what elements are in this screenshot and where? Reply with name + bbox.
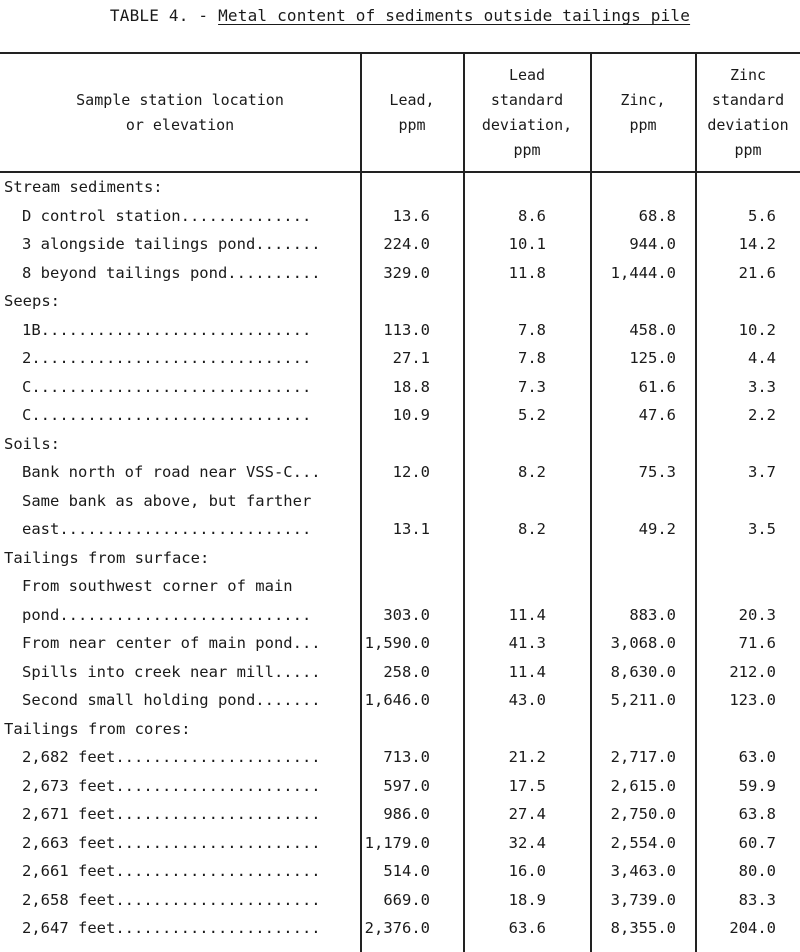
table-caption: Metal content of sediments outside tailings pile [218,6,691,25]
table-row [0,460,800,484]
lead-value: 258.0 [383,662,430,681]
lead-std-value: 27.4 [508,805,546,823]
table-row [0,403,800,427]
lead-value: 27.1 [392,349,430,367]
lead-value: 10.9 [392,406,430,424]
table-row [0,688,800,712]
zinc-value: 3,068.0 [610,634,676,652]
row-label: 2,671 feet...................... [22,805,321,823]
lead-value: 669.0 [383,890,430,909]
zinc-std-value: 63.8 [738,805,776,823]
zinc-value: 458.0 [629,320,676,339]
row-label: Spills into creek near mill..... [22,662,321,681]
row-label: 2,658 feet...................... [22,890,321,909]
table-title [0,6,800,25]
lead-std-value: 8.6 [518,206,546,225]
table-row [0,859,800,883]
zinc-value: 49.2 [638,520,676,538]
row-label: Second small holding pond....... [22,691,321,709]
lead-value [362,574,430,598]
table-row [0,831,800,855]
lead-std-value: 8.2 [518,463,546,481]
section-heading: Seeps: [4,292,60,310]
lead-value: 713.0 [383,748,430,766]
row-label: 2,661 feet...................... [22,862,321,880]
zinc-std-value: 10.2 [738,320,776,339]
lead-std-value: 5.2 [518,406,546,424]
lead-std-value [466,574,546,598]
row-label: C.............................. [22,377,312,396]
zinc-value: 5,211.0 [610,691,676,709]
lead-std-value: 11.8 [508,263,546,282]
row-label: east........................... [22,520,312,538]
lead-value: 13.6 [392,206,430,225]
zinc-value: 8,630.0 [610,662,676,681]
table-row [0,574,800,598]
lead-std-value: 63.6 [508,919,546,937]
header-zinc: Zinc, ppm [620,91,666,134]
zinc-value: 2,615.0 [610,776,676,795]
section-heading-row [0,546,800,570]
zinc-value: 125.0 [629,349,676,367]
section-heading: Soils: [4,434,60,453]
section-heading-row [0,289,800,313]
lead-std-value: 32.4 [508,833,546,852]
section-heading-row [0,432,800,456]
zinc-std-value [706,574,776,598]
table-row [0,517,800,541]
zinc-value: 2,717.0 [610,748,676,766]
section-heading: Stream sediments: [4,178,163,196]
zinc-std-value: 3.7 [748,463,776,481]
lead-value: 18.8 [392,377,430,396]
zinc-value: 8,355.0 [610,919,676,937]
zinc-std-value: 83.3 [738,890,776,909]
row-label: Bank north of road near VSS-C... [22,463,321,481]
lead-value: 224.0 [383,235,430,253]
lead-std-value: 43.0 [508,691,546,709]
lead-std-value: 11.4 [508,605,546,624]
zinc-std-value: 21.6 [738,263,776,282]
table-row [0,916,800,940]
lead-std-value: 7.3 [518,377,546,396]
row-label: 2,682 feet...................... [22,748,321,766]
row-label: 2,663 feet...................... [22,833,321,852]
row-label: 1B............................. [22,320,312,339]
lead-value: 1,590.0 [364,634,430,652]
row-label: D control station.............. [22,206,312,225]
table-row [0,774,800,798]
lead-std-value: 41.3 [508,634,546,652]
table-row [0,375,800,399]
table-row [0,603,800,627]
table-row [0,204,800,228]
lead-value: 303.0 [383,605,430,624]
row-label: From southwest corner of main [22,577,293,595]
row-label: 2.............................. [22,349,312,367]
lead-value: 986.0 [383,805,430,823]
lead-value: 13.1 [392,520,430,538]
header-lead-std: Lead standard deviation, ppm [481,66,573,159]
zinc-std-value: 63.0 [738,748,776,766]
row-label: From near center of main pond... [22,634,321,652]
lead-value: 329.0 [383,263,430,282]
zinc-std-value: 123.0 [729,691,776,709]
zinc-value: 1,444.0 [610,263,676,282]
table-row [0,631,800,655]
zinc-std-value: 4.4 [748,349,776,367]
lead-std-value: 18.9 [508,890,546,909]
lead-std-value: 11.4 [508,662,546,681]
table-row [0,346,800,370]
header-zinc-std: Zinc standard deviation ppm [707,66,789,159]
zinc-value [592,574,676,598]
zinc-value: 3,463.0 [610,862,676,880]
section-heading: Tailings from surface: [4,548,210,567]
zinc-std-value: 20.3 [738,605,776,624]
lead-value: 1,646.0 [364,691,430,709]
section-heading: Tailings from cores: [4,719,191,738]
lead-value: 2,376.0 [364,919,430,937]
table-row [0,888,800,912]
lead-std-value: 8.2 [518,520,546,538]
row-label: 2,673 feet...................... [22,776,321,795]
zinc-std-value: 3.5 [748,520,776,538]
table-row [0,745,800,769]
table-row [0,232,800,256]
lead-std-value: 21.2 [508,748,546,766]
zinc-value: 883.0 [629,605,676,624]
lead-std-value: 10.1 [508,235,546,253]
lead-value: 12.0 [392,463,430,481]
zinc-value: 61.6 [638,377,676,396]
zinc-std-value: 59.9 [738,776,776,795]
lead-std-value [466,489,546,513]
zinc-value [592,489,676,513]
table-row [0,489,800,513]
zinc-value: 944.0 [629,235,676,253]
header-bottom-rule [0,171,800,173]
lead-value [362,489,430,513]
row-label: pond........................... [22,605,312,624]
header-location: Sample station location or elevation [76,91,284,134]
lead-std-value: 7.8 [518,320,546,339]
zinc-value: 2,554.0 [610,833,676,852]
table-row [0,318,800,342]
table-row [0,660,800,684]
lead-std-value: 17.5 [508,776,546,795]
zinc-std-value: 204.0 [729,919,776,937]
zinc-std-value: 2.2 [748,406,776,424]
section-heading-row [0,717,800,741]
zinc-value: 2,750.0 [610,805,676,823]
lead-value: 514.0 [383,862,430,880]
zinc-std-value: 71.6 [738,634,776,652]
zinc-std-value: 80.0 [738,862,776,880]
row-label: 8 beyond tailings pond.......... [22,263,321,282]
zinc-value: 47.6 [638,406,676,424]
zinc-value: 75.3 [638,463,676,481]
section-heading-row [0,175,800,199]
zinc-std-value [706,489,776,513]
zinc-value: 3,739.0 [610,890,676,909]
lead-value: 113.0 [383,320,430,339]
zinc-std-value: 212.0 [729,662,776,681]
table-row [0,802,800,826]
header-lead: Lead, ppm [389,91,435,134]
zinc-std-value: 60.7 [738,833,776,852]
lead-value: 1,179.0 [364,833,430,852]
zinc-std-value: 5.6 [748,206,776,225]
table-row [0,261,800,285]
lead-std-value: 16.0 [508,862,546,880]
zinc-std-value: 14.2 [738,235,776,253]
row-label: Same bank as above, but farther [22,491,312,510]
table-number: TABLE 4. - [109,6,219,25]
row-label: 2,647 feet...................... [22,919,321,937]
row-label: C.............................. [22,406,312,424]
header-top-rule [0,52,800,54]
zinc-value: 68.8 [638,206,676,225]
row-label: 3 alongside tailings pond....... [22,235,321,253]
zinc-std-value: 3.3 [748,377,776,396]
lead-std-value: 7.8 [518,349,546,367]
lead-value: 597.0 [383,776,430,795]
